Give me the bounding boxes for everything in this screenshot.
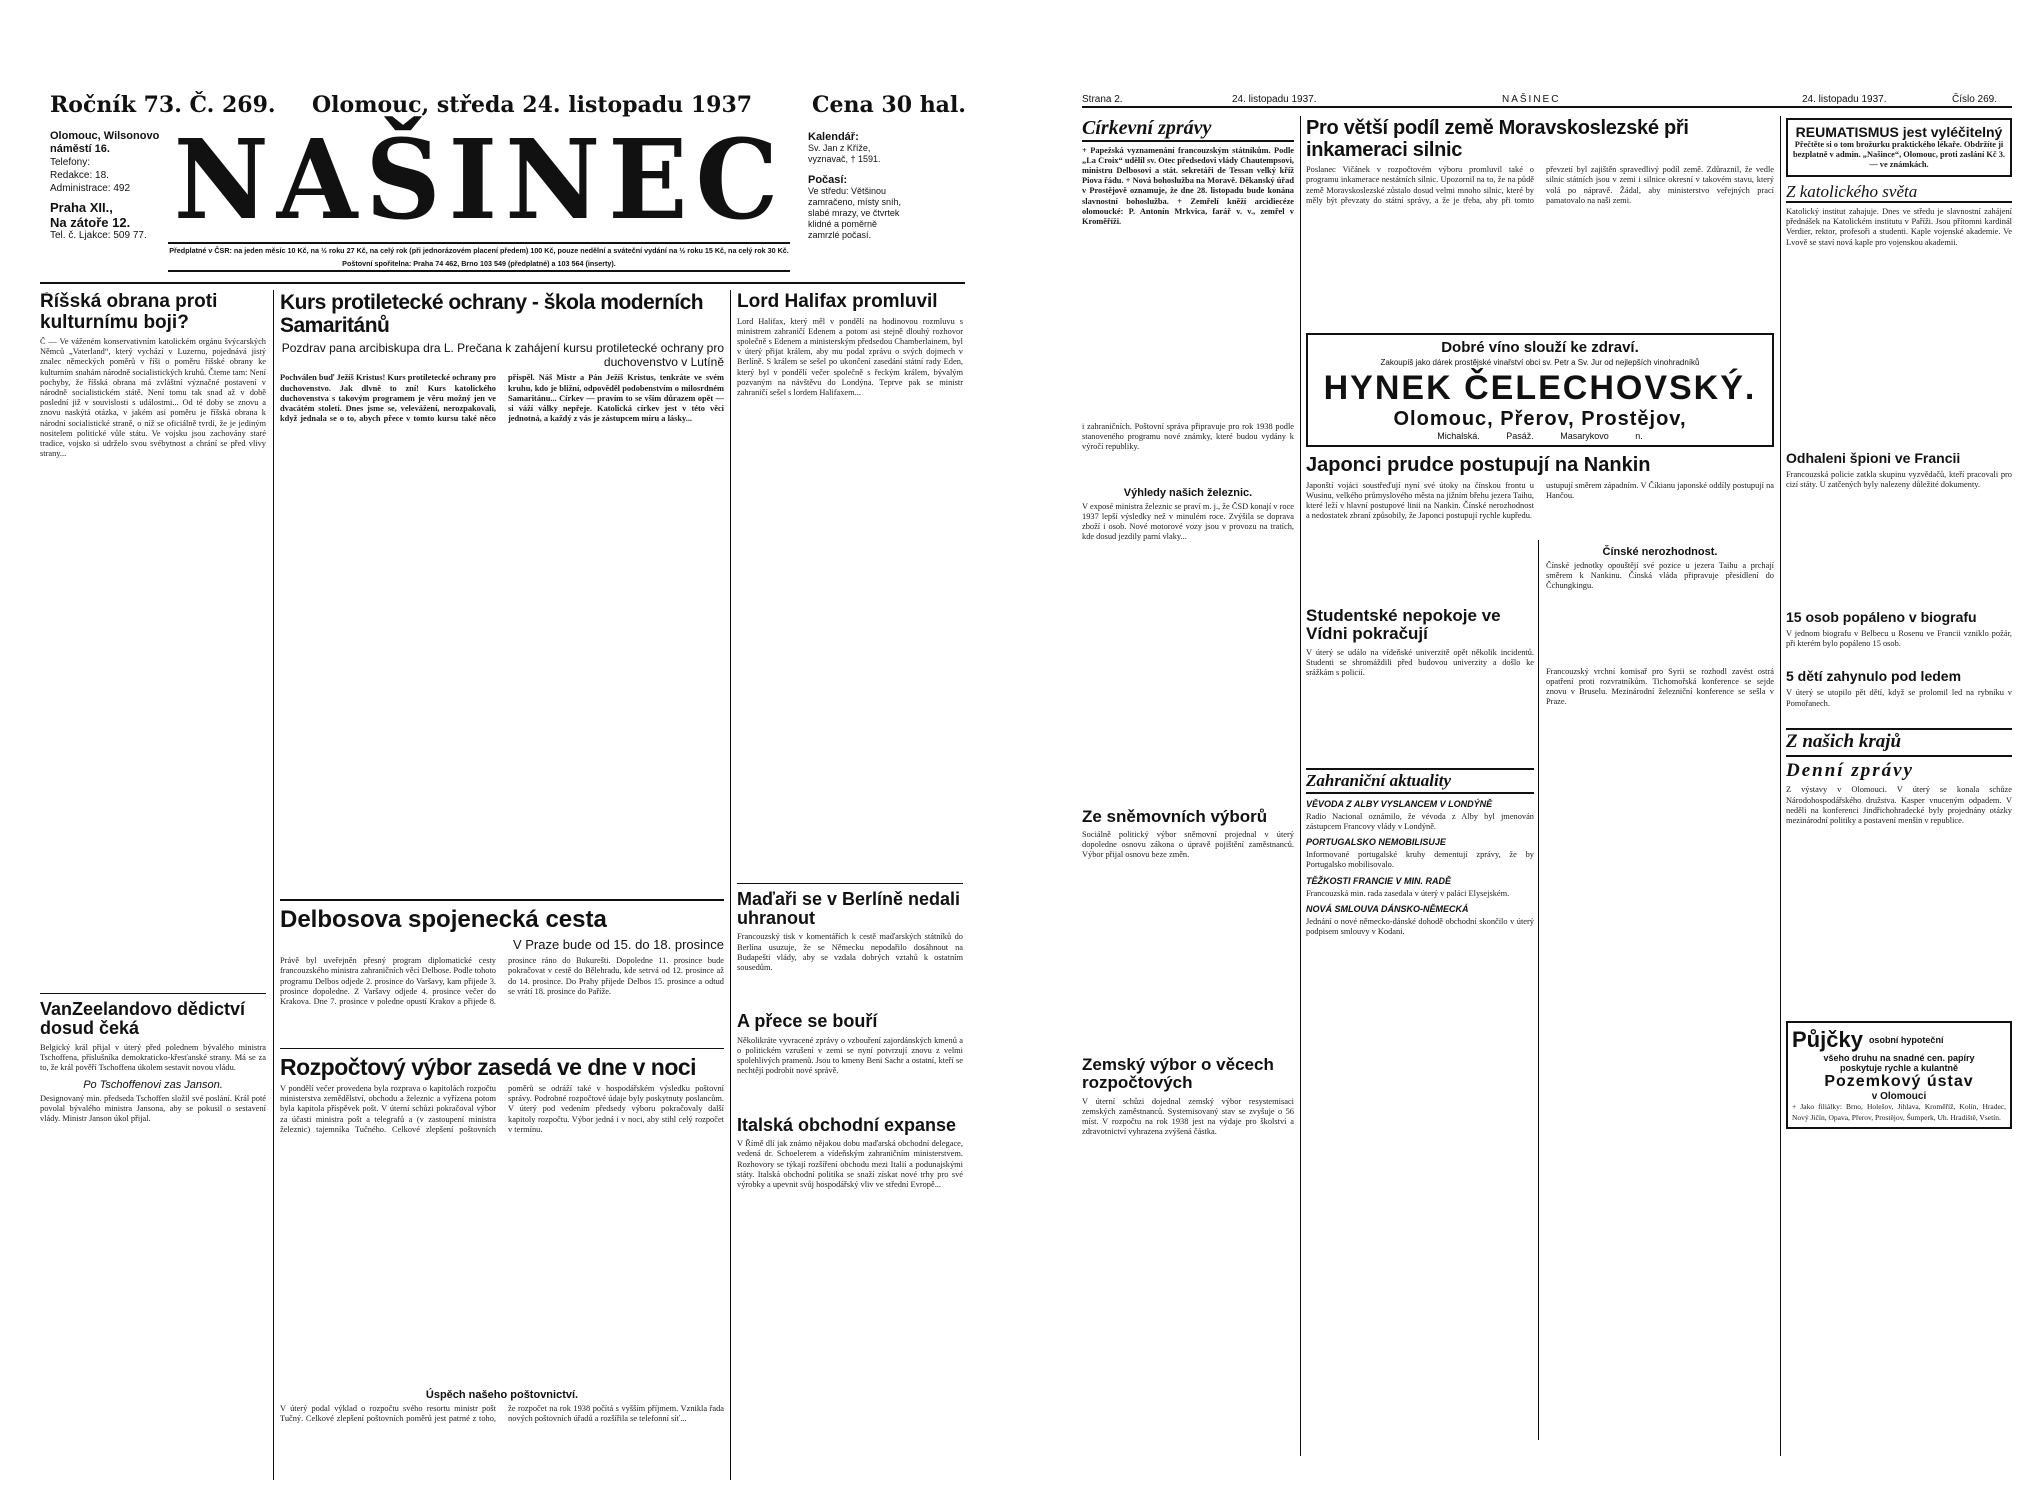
- subheading: Po Tschoffenovi zas Janson.: [83, 1078, 223, 1091]
- calendar-text: Sv. Jan z Kříže, vyznavač, † 1591.: [808, 143, 881, 164]
- article-text: + Papežská vyznamenání francouzským státníkům. Podle „La Croix“ udělil sv. Otec předsedovi vlády Chautempsovi, ministru Delbosovi a stát. sekretáři de Tessan velký kříž Piova řádu. + Nová bohoslužba na Moravě. Děkanský úřad v Prostějově oznamuje, že dne 28. listopadu bude konána slavnostní bohoslužba. + Zemřelí kněží arcidiecéze olomoucké: P. Antonín Mrkvica, farář v. v., zemřel v Kroměříži.: [1082, 145, 1294, 227]
- article-text: V jednom biografu v Belbecu u Rosenu ve Francii vzniklo požár, při kterém bylo popáleno 15 osob.: [1786, 629, 2012, 649]
- issue-number: Ročník 73. Č. 269.: [50, 92, 276, 118]
- admin: Administrace: 492: [50, 183, 131, 194]
- article-text: Francouzská min. rada zasedala v úterý v paláci Elysejském.: [1306, 888, 1510, 898]
- masthead-rule: [40, 282, 965, 284]
- section-headline: Denní zprávy: [1786, 759, 1914, 781]
- page2-column-1: [1082, 118, 1294, 1458]
- page-title: NAŠINEC: [1502, 94, 1561, 105]
- divider: [737, 883, 963, 884]
- sub-column-right: [1546, 481, 1774, 938]
- praha-street: Na zátoře 12.: [50, 215, 131, 230]
- ad-subtext: Zakoupíš jako dárek prostějské vinařství obci sv. Petr a Sv. Jur od nejlepších vinohradníků: [1380, 358, 1700, 368]
- headline: Maďaři se v Berlíně nedali uhranout: [737, 888, 961, 928]
- divider: [280, 899, 724, 901]
- phones-label: Telefony:: [50, 157, 91, 168]
- advertisement-pozemkovy-ustav: [1786, 1021, 2012, 1128]
- headline: Japonci prudce postupují na Nankin: [1306, 454, 1651, 477]
- ad-line: osobní hypoteční: [1868, 1035, 1944, 1046]
- headline: Zemský výbor o věcech rozpočtových: [1082, 1054, 1274, 1093]
- subheadline: Pozdrav pana arcibiskupa dra L. Prečana k zahájení kursu protiletecké ochrany pro duchovenstvo v Lutíně: [281, 341, 724, 370]
- article-text: Francouzský tisk v komentářích k cestě maďarských státníků do Berlína usuzuje, že se Německu nepodařilo dosáhnout na Budapešti vlády, aby se vzdala dobrých vztahů k ostatním sousedům.: [737, 932, 963, 972]
- page-gutter: [1000, 0, 1060, 1500]
- ad-line: poskytuje rychle a kulantně: [1839, 1063, 1959, 1074]
- subheadline: V Praze bude od 15. do 18. prosince: [512, 937, 724, 953]
- news-heading: TĚŽKOSTI FRANCIE V MIN. RADĚ: [1306, 875, 1452, 886]
- page2-column-4: [1786, 118, 2012, 1458]
- article-text: Č — Ve váženém konservativním katolickém orgánu švýcarských Němců „Vaterland“, který vychází v Luzernu, pojednává jistý znalec německých poměrů v říši o poměru říšské obrany ke kulturním snahám národně socialistických kruhů. Čteme tam: Není pochyby, že říšská obrana má zvláštní význačné postavení v národně socialistickém státě. Není tomu tak snad až v době poslední již v souvislosti s událostmi... Od té doby se znovu a znovu naskýtá otázka, v jakém asi poměru je říšská obrana k národní socialistické straně, o níž se oficiálně tvrdí, že je jediným nositelem politické vůle státu. Ve vojsku jsou zachovány staré tradice, vojsko si udrželo svou svébytnost a chrání se před vlivy strany...: [40, 337, 266, 459]
- weather-label: Počasí:: [808, 174, 848, 186]
- address: Olomouc, Wilsonovo náměstí 16.: [50, 130, 160, 155]
- headline: Kurs protiletecké ochrany - škola moderních Samaritánů: [280, 292, 704, 337]
- ad-slogan: Dobré víno slouží ke zdraví.: [1441, 339, 1639, 357]
- ad-text: Přečtěte si o tom brožurku praktického lékaře. Obdržíte ji bezplatně v admin. „Našince“, Olomouc, proti zaslání Kč 3.— ve známkách.: [1792, 140, 2005, 170]
- headline: Odhaleni špioni ve Francii: [1786, 449, 1961, 466]
- article-text: Lord Halifax, který měl v pondělí na hodinovou rozmluvu s ministrem zahraničí Edenem a potom asi stejně dlouhý rozhovor společně s Edenem a ministerským předsedou Chamberlainem, byl v úterý přijat králem, aby mu podal zprávu o svých dojmech v Berlíně. S králem se sešel po ukončení zasedání státní rady Eden, který byl v pondělí večer společně s řeckým králem, bývalým pozvaným na návštěvu do Londýna. Teprve pak se ministr zahraničí sešel s lordem Halifaxem...: [737, 316, 963, 397]
- article-text: Několikráte vyvracené zprávy o vzbouření zajordánských kmenů a o politickém vzrušení v zemi se nyní potvrzují znovu z velmi spolehlivých pramenů. Jsou to kmeny Beni Sachr a ostatní, kteří se nechtějí podrobit nové správě.: [737, 1035, 963, 1076]
- headline: Lord Halifax promluvil: [737, 292, 938, 312]
- headline: Pro větší podíl země Moravskoslezské při inkameraci silnic: [1306, 118, 1689, 161]
- calendar-label: Kalendář:: [808, 131, 859, 143]
- headline: Italská obchodní expanse: [737, 1114, 957, 1135]
- news-heading: NOVÁ SMLOUVA DÁNSKO-NĚMECKÁ: [1306, 903, 1469, 914]
- ad-title-row: [1792, 1027, 2006, 1053]
- ad-streets: Michalská. Pasáž. Masarykovo n.: [1437, 431, 1643, 442]
- article-text: Francouzská policie zatkla skupinu vyzvědačů, kteří pracovali pro cizí státy. U zatčených byly nalezeny důležité dokumenty.: [1786, 470, 2012, 490]
- article-text: Jednání o nové německo-dánské dohodě obchodní skončilo v úterý podpisem smlouvy v Kodani.: [1306, 916, 1534, 937]
- divider: [40, 993, 266, 994]
- article-text: V pondělí večer provedena byla rozprava o kapitolách rozpočtu ministerstva zemědělství, obchodu a železnic a vyřízena potom byla kapitola příspěvek pošt. V úterní schůzi pokračoval výbor za účasti ministra pošt a telegrafů a (v zastoupení ministra železnic) tajemníka Tučného. Celkové zlepšení poštovních poměrů se odráží také v hospodářském výsledku poštovní správy. Podrobné rozpočtové údaje byly poskytnuty poslancům. V úterý pod vedením předsedy výboru pokračovaly další kapitoly rozpočtu. Výbor jedná i v noci, aby stihl celý rozpočet v termínu.: [280, 1084, 724, 1134]
- headline: A přece se bouří: [737, 1011, 878, 1032]
- ad-line: všeho druhu na snadné cen. papíry: [1823, 1053, 1975, 1064]
- redakce: Redakce: 18.: [50, 170, 109, 181]
- article-text: Informované portugalské kruhy dementují zprávy, že by Portugalsko mobilisovalo.: [1306, 850, 1534, 870]
- calendar-weather-box: [808, 130, 908, 241]
- article-text: V úterý se událo na vídeňské univerzitě opět několik incidentů. Studenti se shromáždili před budovou univerzity a došlo ke srážkám s policií.: [1306, 647, 1534, 677]
- ad-company-name: HYNEK ČELECHOVSKÝ.: [1323, 369, 1757, 408]
- headline: 15 osob popáleno v biografu: [1786, 609, 1977, 626]
- article-text: Sociálně politický výbor sněmovní projednal v úterý dopoledne osnovu zákona o úpravě pojištění zaměstnanců. Výbor přijal osnovu beze změn.: [1082, 829, 1294, 860]
- nankin-article: [1306, 481, 1774, 938]
- headline: 5 dětí zahynulo pod ledem: [1786, 668, 1962, 685]
- price: Cena 30 hal.: [812, 92, 966, 118]
- column-rule: [730, 290, 731, 1480]
- ad-title: REUMATISMUS jest vyléčitelný: [1795, 124, 2003, 140]
- subheading: Úspěch našeho poštovnictví.: [425, 1389, 579, 1402]
- news-heading: PORTUGALSKO NEMOBILISUJE: [1306, 837, 1446, 848]
- divider: [280, 1048, 724, 1049]
- column-rule: [273, 290, 274, 1480]
- sub-column-left: [1306, 481, 1534, 938]
- advertisement-rheumatism: [1786, 118, 2012, 177]
- subheading: Výhledy našich železnic.: [1123, 486, 1253, 499]
- praha-office: Praha XII.,: [50, 200, 113, 215]
- page2-header: [1082, 94, 2012, 108]
- article-text: Radio Nacional oznámilo, že vévoda z Alby byl jmenován zástupcem Francovy vlády v Londýně.: [1306, 811, 1534, 832]
- ad-city: v Olomouci: [1871, 1091, 1927, 1103]
- advertisement-celechovsky: [1306, 333, 1774, 447]
- issue-number: Číslo 269.: [1952, 94, 1998, 105]
- article-text: Z výstavy v Olomouci. V úterý se konala schůze Národohospodářského družstva. Kasper vnuceným odpadem. V neděli na konferenci Jindřichohradecké byly projednány otázky mezinárodní politiky a postavení menšin v republice.: [1786, 785, 2012, 825]
- page-number: Strana 2.: [1082, 94, 1123, 105]
- subscription-line: Předplatné v ČSR: na jeden měsíc 10 Kč, na ½ roku 27 Kč, na celý rok (při jednorázovém placení předem) 100 Kč, pouze nedělní a sváteční vydání na ½ roku 15 Kč, na celý rok 30 Kč. Poštovní spořitelna: Praha 74 462, Brno 103 549 (předplatné) a 103 564 (inserty).: [168, 242, 790, 272]
- article-text: Japonští vojáci soustřeďují nyní své útoky na čínskou frontu u Wusinu, velkého průmyslového města na jižním břehu jezera Taihu, které leží v hlavní postupové linii na Nankin. Čínské nerozhodnost a nedostatek zbraní způsobily, že Japonci postupují rychle kupředu.: [1306, 480, 1534, 521]
- weather-text: Ve středu: Většinou zamračeno, místy sníh, slabé mrazy, ve čtvrtek klidné a poměrně zamrzlé počasí.: [808, 186, 902, 240]
- column-rule: [1780, 116, 1781, 1456]
- news-heading: VĚVODA Z ALBY VYSLANCEM V LONDÝNĚ: [1306, 798, 1493, 809]
- article-text: Poslanec Vičánek v rozpočtovém výboru promluvil také o programu inkamerace nestátních silnic. Upozornil na to, že na půdě země Moravskoslezské zůstalo dosud velmi mnoho silnic, které by měly být převzaty do státní správy, a že je třeba, aby při tomto převzetí byl zajištěn spravedlivý podíl země. Zdůraznil, že vedle silnic státních jsou v zemi i silnice okresní v takovém stavu, který volá po nápravě. Žádal, aby ministerstvo veřejných prací pamatovalo na naši zemi.: [1306, 165, 1774, 205]
- page1-column-2: [280, 292, 724, 1482]
- article-text: V exposé ministra železnic se praví m. j., že ČSD konají v roce 1937 lepší výsledky než v minulém roce. Zvýšila se doprava zboží i osob. Nové motorové vozy jsou v provozu na tratích, kde dosud jezdily parní vlaky...: [1082, 501, 1294, 542]
- article-text: V Římě dlí jak známo nějakou dobu maďarská obchodní delegace, vedená dr. Schoelerem a vídeňským zahraničním ministerstvem. Rozhovory se týkají rozšíření obchodu mezi Italií a podunajskými státy. Italská obchodní politika se snaží získat nové trhy pro své výrobky a upevnit svůj hospodářský vliv ve střední Evropě...: [737, 1139, 963, 1190]
- newspaper-logo: NAŠINEC: [173, 114, 787, 245]
- headline: Ze sněmovních výborů: [1082, 806, 1268, 826]
- column-rule: [1300, 116, 1301, 1456]
- article-text: i zahraničních. Poštovní správa připravuje pro rok 1938 podle stanoveného programu nové známky, které budou vydány k výročí republiky.: [1082, 421, 1294, 451]
- article-text: V úterý podal výklad o rozpočtu svého resortu ministr pošt Tučný. Celkové zlepšení poštovních poměrů jest patrné z toho, že rozpočet na rok 1938 počítá s vyšším příjmem. Vznikla řada nových poštovních úřadů a rozšířila se telefonní síť...: [280, 1404, 724, 1424]
- article-text: Pochválen buď Ježíš Kristus! Kurs protiletecké ochrany pro duchovenstvo. Jak dlvně to zní! Kurs katolického duchovenstva s takovým programem je věru možný jen ve dvacátém století. Dnes jsme se, velevážení, nerozpakovali, když jednala se o to, abych přece v tomto kursu také něco přispěl. Náš Mistr a Pán Ježíš Kristus, tenkráte ve svém kruhu, kdo je bližní, odpověděl podobenstvím o milosrdném Samaritánu... Církev — pravím to se vším důrazem opět — si váží války nepřeje. Katolická církev jest v této věci jednotná, a každý z vás je zástupcem míru a lásky...: [280, 373, 724, 424]
- article-text: Čínské jednotky opouštějí své pozice u jezera Taihu a prchají směrem k Nankinu. Čínská vláda připravuje přesídlení do Čchungkingu.: [1546, 560, 1774, 591]
- article-text: V úterý se utopilo pět dětí, když se prolomil led na rybníku v Pomořanech.: [1786, 688, 2012, 708]
- ad-cities: Olomouc, Přerov, Prostějov,: [1393, 408, 1687, 431]
- headline: Říšská obrana proti kulturnímu boji?: [40, 292, 218, 333]
- article-text: V úterní schůzi dojednal zemský výbor resystemisaci zemských zaměstnanců. Systemisovaný stav se zvyšuje o 56 míst. V rozpočtu na rok 1938 jest na výdaje pro školství a zdravotnictví vyhrazena zvýšená částka.: [1082, 1096, 1294, 1137]
- subheading: Čínské nerozhodnost.: [1602, 545, 1718, 558]
- section-headline: Z katolického světa: [1786, 183, 2012, 203]
- newspaper-page-2: [1060, 0, 2034, 1500]
- article-text: ustupují směrem západním. V Číkianu japonské oddíly postupují na Hančou.: [1546, 480, 1774, 500]
- article-text: Katolický institut zahajuje. Dnes ve středu je slavnostní zahájení přednášek na Katolickém institutu v Paříži. Jsou přítomni kardinál Verdier, rektor, profesoři a studenti. Kaple vojenské akademie. Ve Lvově se staví nová kaple pro vojenskou akademii.: [1786, 206, 2012, 247]
- newspaper-page-1: [0, 0, 1000, 1500]
- headline: VanZeelandovo dědictví dosud čeká: [40, 999, 246, 1039]
- page1-column-3: [737, 292, 963, 1482]
- article-text: Belgický král přijal v úterý před polednem bývalého ministra Tschoffena, příslušníka demokraticko-křesťanské strany. Má se za to, že král pověří Tschoffena úkolem sestavit novou vládu.: [40, 1042, 266, 1073]
- praha-phone: Tel. č. Ljakce: 509 77.: [50, 230, 147, 241]
- headline: Rozpočtový výbor zasedá ve dne v noci: [280, 1054, 697, 1081]
- headline: Studentské nepokoje ve Vídni pokračují: [1306, 605, 1501, 644]
- section-headline: Církevní zprávy: [1082, 118, 1294, 142]
- headline: Delbosova spojenecká cesta: [280, 906, 607, 934]
- article-text: Francouzský vrchní komisař pro Syrii se rozhodl zavést ostrá opatření proti rozvratníkům. Tichomořská konference se sejde znovu v Bruselu. Mezinárodní železniční konference se sešla v Praze.: [1546, 666, 1774, 707]
- section-headline: Zahraniční aktuality: [1306, 768, 1534, 794]
- ad-company-name: Pozemkový ústav: [1824, 1073, 1974, 1091]
- ad-title: Půjčky: [1792, 1027, 1863, 1053]
- page-date-right: 24. listopadu 1937.: [1802, 94, 1887, 105]
- dateline: Olomouc, středa 24. listopadu 1937: [312, 92, 753, 118]
- page-date: 24. listopadu 1937.: [1232, 94, 1317, 105]
- ad-text: + Jako filiálky: Brno, Holešov, Jihlava, Kroměříž, Kolín, Hradec, Nový Jičín, Opava, Přerov, Prostějov, Šumperk, Uh. Hradiště, Vsetín.: [1792, 1102, 2006, 1122]
- publisher-info: [50, 130, 160, 242]
- article-text: Právě byl uveřejněn přesný program diplomatické cesty francouzského ministra zahraničních věcí Delbose. Podle tohoto programu Delbos odjede 2. prosince do Varšavy, kam přijede 3. prosince dopoledne. Z Varšavy odjede 4. prosince večer do Krakova. Dne 7. prosince v poledne opustí Krakov a přijede 8. prosince ráno do Bukurešti. Dopoledne 11. prosince bude pokračovat v cestě do Bělehradu, kde setrvá od 12. prosince až do 14. prosince. Do Prahy přijede Delbos 15. prosince a odtud se vrátí 18. prosince do Paříže.: [280, 956, 724, 1007]
- page1-column-1: [40, 292, 266, 1482]
- page2-column-2: [1306, 118, 1774, 1458]
- article-text: Designovaný min. předseda Tschoffen složil své poslání. Král poté povolal bývalého ministra Jansona, aby se pokusil o sestavení vlády. Ministr Janson úkol přijal.: [40, 1093, 266, 1123]
- section-headline: Z našich krajů: [1786, 728, 2012, 757]
